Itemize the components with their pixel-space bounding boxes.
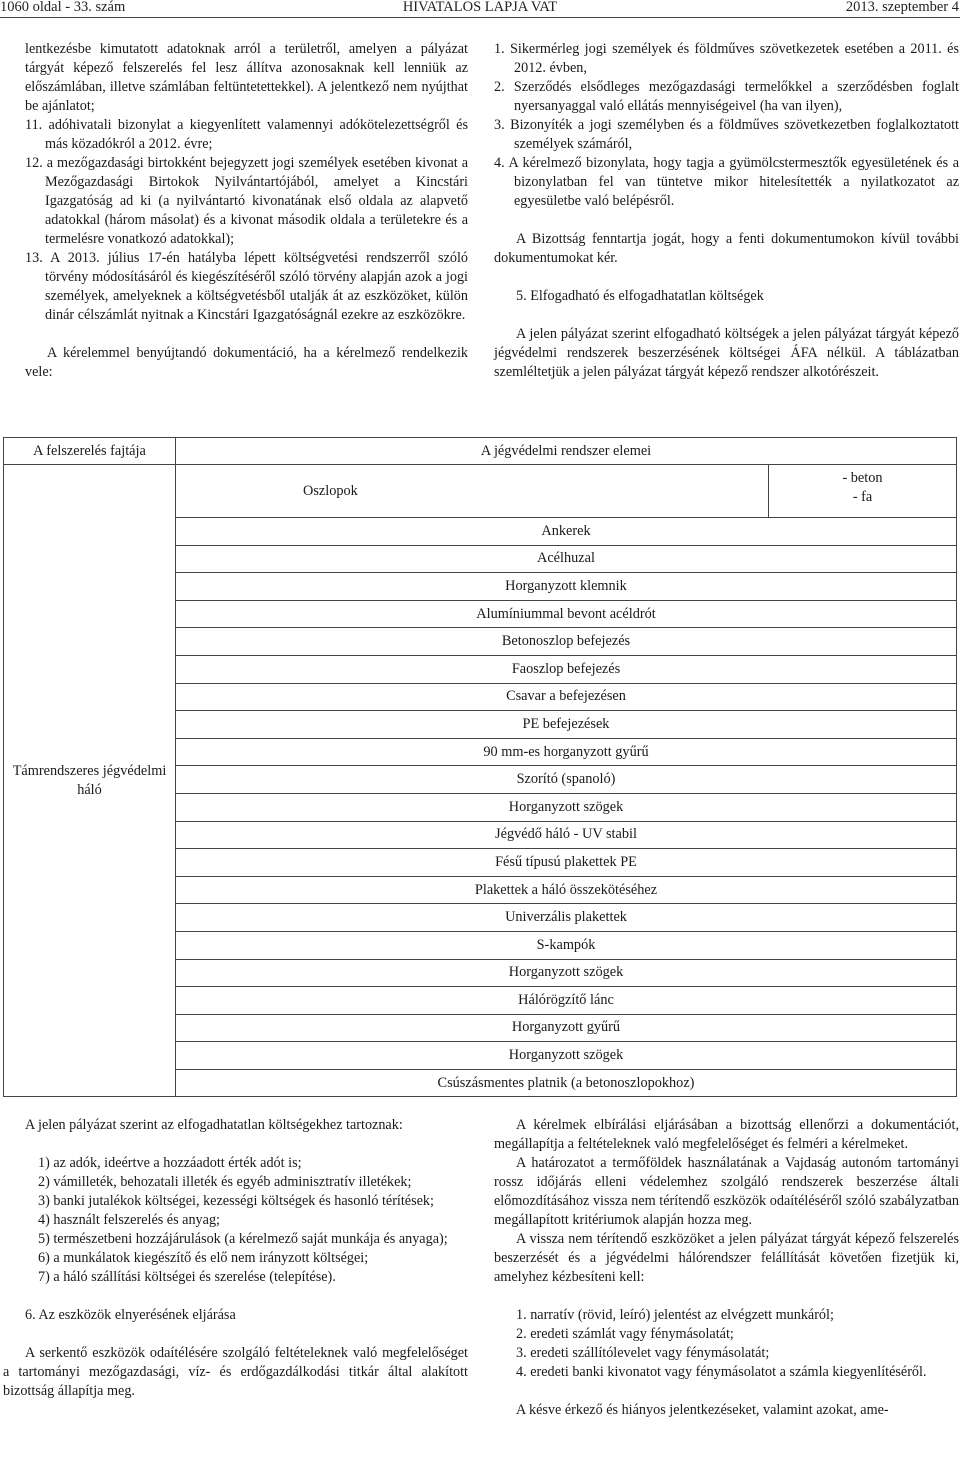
- list-item: 3. eredeti szállítólevelet vagy fénymásolatát;: [516, 1345, 770, 1361]
- table-header-system-elements: A jégvédelmi rendszer elemei: [176, 438, 957, 465]
- table-cell-element: Horganyzott szögek: [176, 1042, 957, 1070]
- table-cell-element: Horganyzott szögek: [176, 959, 957, 987]
- list-item: 2. eredeti számlát vagy fénymásolatát;: [516, 1326, 734, 1342]
- paragraph-incentive: A serkentő eszközök odaítélésére szolgáló feltételeknek való megfelelőséget a tartományi mezőgazdasági, víz- és erdőgazdálkodási titkár által alakított bizottság állapítja meg.: [3, 1345, 468, 1399]
- table-cell-element: Univerzális plakettek: [176, 904, 957, 932]
- table-cell-element: Csavar a befejezésen: [176, 683, 957, 711]
- list-item: 4) használt felszerelés és anyag;: [38, 1212, 220, 1228]
- equipment-type-label: Támrendszeres jégvédelmi háló: [12, 762, 167, 798]
- paragraph-late-applications: A késve érkező és hiányos jelentkezéseket, valamint azokat, ame-: [516, 1402, 889, 1418]
- material-item: - beton: [842, 470, 883, 486]
- list-item: 3. Bizonyíték a jogi személyben és a földműves szövetkezetben foglalkoztatott személyek számáról,: [494, 117, 959, 152]
- list-item: 1. narratív (rövid, leíró) jelentést az elvégzett munkáról;: [516, 1307, 834, 1323]
- page-number-issue: 1060 oldal - 33. szám: [0, 0, 126, 15]
- table-cell-element: Csúszásmentes platnik (a betonoszlopokhoz): [176, 1069, 957, 1097]
- list-item: 2. Szerződés elsődleges mezőgazdasági termelőkkel a szerződésben foglalt nyersanyaggal való ellátás mennyiségeivel (ha van ilyen),: [494, 79, 959, 114]
- table-cell-element: Horganyzott gyűrű: [176, 1014, 957, 1042]
- list-item: 6) a munkálatok kiegészítő és elő nem irányzott költségei;: [38, 1250, 369, 1266]
- list-item: 1. Sikermérleg jogi személyek és földműves szövetkezetek esetében a 2011. és 2012. évben,: [494, 41, 959, 76]
- paragraph-eligible-costs: A jelen pályázat szerint elfogadható költségek a jelen pályázat tárgyát képező jégvédelmi rendszerek beszerzésének költségei ÁFA nélkül. A táblázatban szemléltetjük a jelen pályázat tárgyát képező rendszer alkotórészeit.: [494, 326, 959, 380]
- table-cell-columns: Oszlopok: [176, 465, 769, 518]
- page-header: [0, 0, 960, 17]
- paragraph-committee: A Bizottság fenntartja jogát, hogy a fenti dokumentumokon kívül további dokumentumokat kér.: [494, 231, 959, 266]
- list-item-13: 13. A 2013. július 17-én hatályba lépett költségvetési rendszerről szóló törvény módosításáról és kiegészítéséről szóló törvény alapján azok a jogi személyek, amelyeknek a költségvetésből utalják át az eszközöket, külön dinár célszámlát nyitnak a Kincstári Igazgatóságnál ezekre az eszközökre.: [25, 250, 468, 323]
- table-cell-element: Szorító (spanoló): [176, 766, 957, 794]
- paragraph-continuation: lentkezésbe kimutatott adatoknak arról a területről, amelyen a pályázat tárgyát képező felszerelés fel lesz állítva azonosaknak kell lenniük az előszámlában, illetve számlában feltüntetettekkel). A jelentkező nem nyújthat be ajánlatot;: [25, 41, 468, 114]
- table-cell-element: Alumíniummal bevont acéldrót: [176, 600, 957, 628]
- top-right-column: [494, 40, 959, 382]
- table-cell-element: Hálórögzítő lánc: [176, 987, 957, 1015]
- table-cell-element: Ankerek: [176, 518, 957, 546]
- paragraph-payment: A vissza nem térítendő eszközöket a jelen pályázat tárgyát képező felszerelés beszerzését és a jégvédelmi hálórendszer felállítását követően fizetjük ki, amelyhez kézbesíteni kell:: [494, 1231, 959, 1285]
- bottom-right-column: [494, 1116, 959, 1420]
- table-cell-materials: [769, 465, 957, 518]
- list-item: 4. A kérelmező bizonylata, hogy tagja a gyümölcstermesztők egyesületének és a bizonylatban fel van tüntetve mikor hitelesítették a nyilatkozatot az egyesületbe való belépésről.: [494, 155, 959, 209]
- list-item: 4. eredeti banki kivonatot vagy fénymásolatot a számla kiegyenlítéséről.: [516, 1364, 927, 1380]
- publication-title: HIVATALOS LAPJA VAT: [402, 0, 558, 15]
- table-cell-element: Horganyzott klemnik: [176, 573, 957, 601]
- table-cell-element: Plakettek a háló összekötéséhez: [176, 876, 957, 904]
- header-rule: [0, 17, 960, 18]
- table-header-equipment-type: A felszerelés fajtája: [4, 438, 176, 465]
- table-cell-element: Acélhuzal: [176, 545, 957, 573]
- section-heading-5: 5. Elfogadható és elfogadhatatlan költségek: [516, 288, 764, 304]
- table-cell-element: Horganyzott szögek: [176, 793, 957, 821]
- table-cell-element: Fésű típusú plakettek PE: [176, 849, 957, 877]
- material-item: - fa: [852, 489, 873, 505]
- list-item: 7) a háló szállítási költségei és szerelése (telepítése).: [38, 1269, 336, 1285]
- list-item: 2) vámilleték, behozatali illeték és egyéb adminisztratív illetékek;: [38, 1174, 412, 1190]
- paragraph-decision: A határozatot a termőföldek használatának a Vajdaság autonóm tartományi rossz időjárás elleni védelemhez szolgáló rendszerek beszerzése általi előmozdításához vissza nem térítendő eszközök odaítéléséről szóló szabályzatban megállapított kritériumok alapján hozza meg.: [494, 1155, 959, 1228]
- paragraph-evaluation: A kérelmek elbírálási eljárásában a bizottság ellenőrzi a dokumentációt, megállapítja a feltételeknek való megfelelőséget és felméri a kérelmeket.: [494, 1117, 959, 1152]
- table-cell-element: Jégvédő háló - UV stabil: [176, 821, 957, 849]
- equipment-table: [3, 437, 957, 1097]
- table-cell-element: S-kampók: [176, 931, 957, 959]
- section-heading-6: 6. Az eszközök elnyerésének eljárása: [25, 1307, 236, 1323]
- list-item-11: 11. adóhivatali bizonylat a kiegyenlített valamennyi adókötelezettségről és más közadókról a 2012. évre;: [25, 117, 468, 152]
- list-item: 5) természetbeni hozzájárulások (a kérelmező saját munkája és anyaga);: [38, 1231, 448, 1247]
- list-item-12: 12. a mezőgazdasági birtokként bejegyzett jogi személyek esetében kivonat a Mezőgazdasági Birtokok Nyilvántartójából, amelyet a Kincstári Igazgatóság ad ki (a nyilvántartó kivonatának első oldala az alapvető adatokkal (három másolat) és a kivonat második oldala a területekre és a termelésre vonatkozó adatokkal);: [25, 155, 468, 247]
- list-item: 1) az adók, ideértve a hozzáadott érték adót is;: [38, 1155, 302, 1171]
- table-cell-element: Faoszlop befejezés: [176, 655, 957, 683]
- list-item: 3) banki jutalékok költségei, kezességi költségek és hasonló térítések;: [38, 1193, 434, 1209]
- table-cell-element: 90 mm-es horganyzott gyűrű: [176, 738, 957, 766]
- top-left-column: [25, 40, 468, 382]
- table-cell-element: Betonoszlop befejezés: [176, 628, 957, 656]
- bottom-left-column: [3, 1116, 468, 1401]
- paragraph-ineligible-intro: A jelen pályázat szerint az elfogadhatatlan költségekhez tartoznak:: [25, 1117, 403, 1133]
- publication-date: 2013. szeptember 4: [845, 0, 959, 15]
- table-cell-element: PE befejezések: [176, 711, 957, 739]
- table-row-label: [4, 465, 176, 1097]
- paragraph-documentation: A kérelemmel benyújtandó dokumentáció, ha a kérelmező rendelkezik vele:: [25, 345, 468, 380]
